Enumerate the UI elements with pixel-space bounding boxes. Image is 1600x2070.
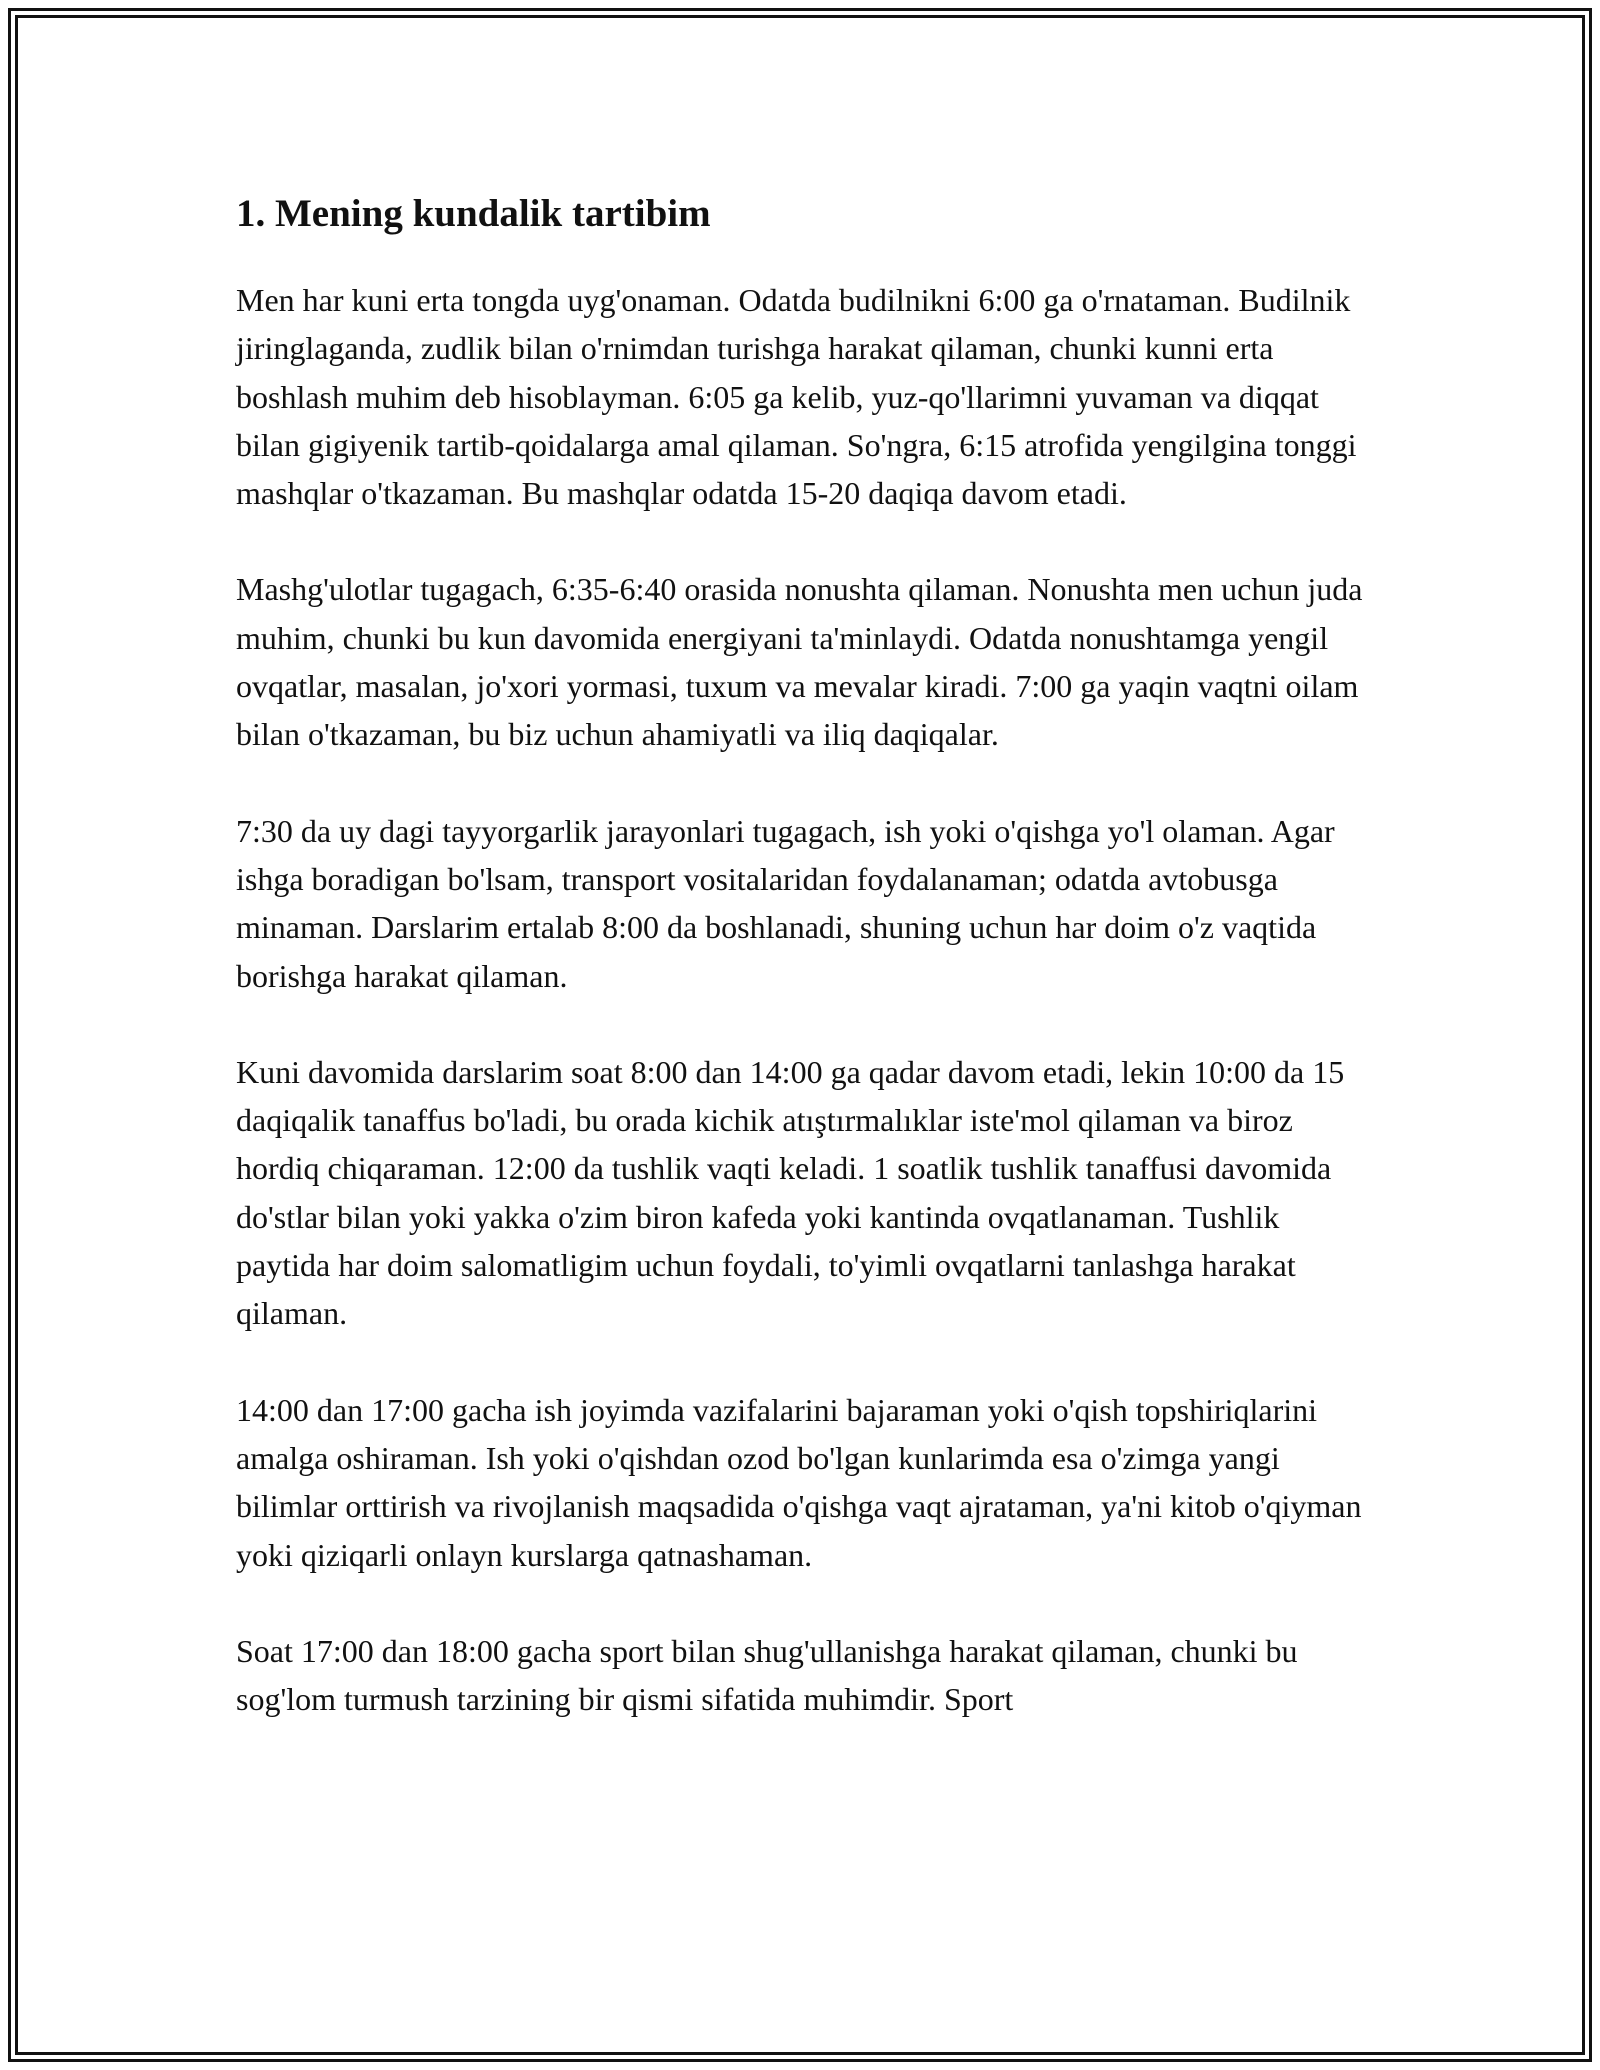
paragraph-4: Kuni davomida darslarim soat 8:00 dan 14:00 ga qadar davom etadi, lekin 10:00 da 15 daqiqalik tanaffus bo'ladi, bu orada kichik atıştırmalıklar iste'mol qilaman va biroz hordiq chiqaraman. 12:00 da tushlik vaqti keladi. 1 soatlik tushlik tanaffusi davomida do'stlar bilan yoki yakka o'zim biron kafeda yoki kantinda ovqatlanaman. Tushlik paytida har doim salomatligim uchun foydali, to'yimli ovqatlarni tanlashga harakat qilaman. — [236, 1053, 1345, 1332]
document-title: 1. Mening kundalik tartibim — [236, 192, 711, 235]
paragraph-1: Men har kuni erta tongda uyg'onaman. Odatda budilnikni 6:00 ga o'rnataman. Budilnik jiringlaganda, zudlik bilan o'rnimdan turishga harakat qilaman, chunki kunni erta boshlash muhim deb hisoblayman. 6:05 ga kelib, yuz-qo'llarimni yuvaman va diqqat bilan gigiyenik tartib-qoidalarga amal qilaman. So'ngra, 6:15 atrofida yengilgina tonggi mashqlar o'tkazaman. Bu mashqlar odatda 15-20 daqiqa davom etadi. — [236, 282, 1357, 512]
paragraph-2: Mashg'ulotlar tugagach, 6:35-6:40 orasida nonushta qilaman. Nonushta men uchun juda muhim, chunki bu kun davomida energiyani ta'minlaydi. Odatda nonushtamga yengil ovqatlar, masalan, jo'xori yormasi, tuxum va mevalar kiradi. 7:00 ga yaqin vaqtni oilam bilan o'tkazaman, bu biz uchun ahamiyatli va iliq daqiqalar. — [236, 571, 1363, 753]
paragraph-3: 7:30 da uy dagi tayyorgarlik jarayonlari tugagach, ish yoki o'qishga yo'l olaman. Agar ishga boradigan bo'lsam, transport vositalaridan foydalanaman; odatda avtobusga minaman. Darslarim ertalab 8:00 da boshlanadi, shuning uchun har doim o'z vaqtida borishga harakat qilaman. — [236, 812, 1335, 994]
document-body — [236, 186, 1366, 1771]
paragraph-5: 14:00 dan 17:00 gacha ish joyimda vazifalarini bajaraman yoki o'qish topshiriqlarini amalga oshiraman. Ish yoki o'qishdan ozod bo'lgan kunlarimda esa o'zimga yangi bilimlar orttirish va rivojlanish maqsadida o'qishga vaqt ajrataman, ya'ni kitob o'qiyman yoki qiziqarli onlayn kurslarga qatnashaman. — [236, 1391, 1362, 1573]
paragraph-6: Soat 17:00 dan 18:00 gacha sport bilan shug'ullanishga harakat qilaman, chunki bu sog'lom turmush tarzining bir qismi sifatida muhimdir. Sport — [236, 1632, 1298, 1718]
